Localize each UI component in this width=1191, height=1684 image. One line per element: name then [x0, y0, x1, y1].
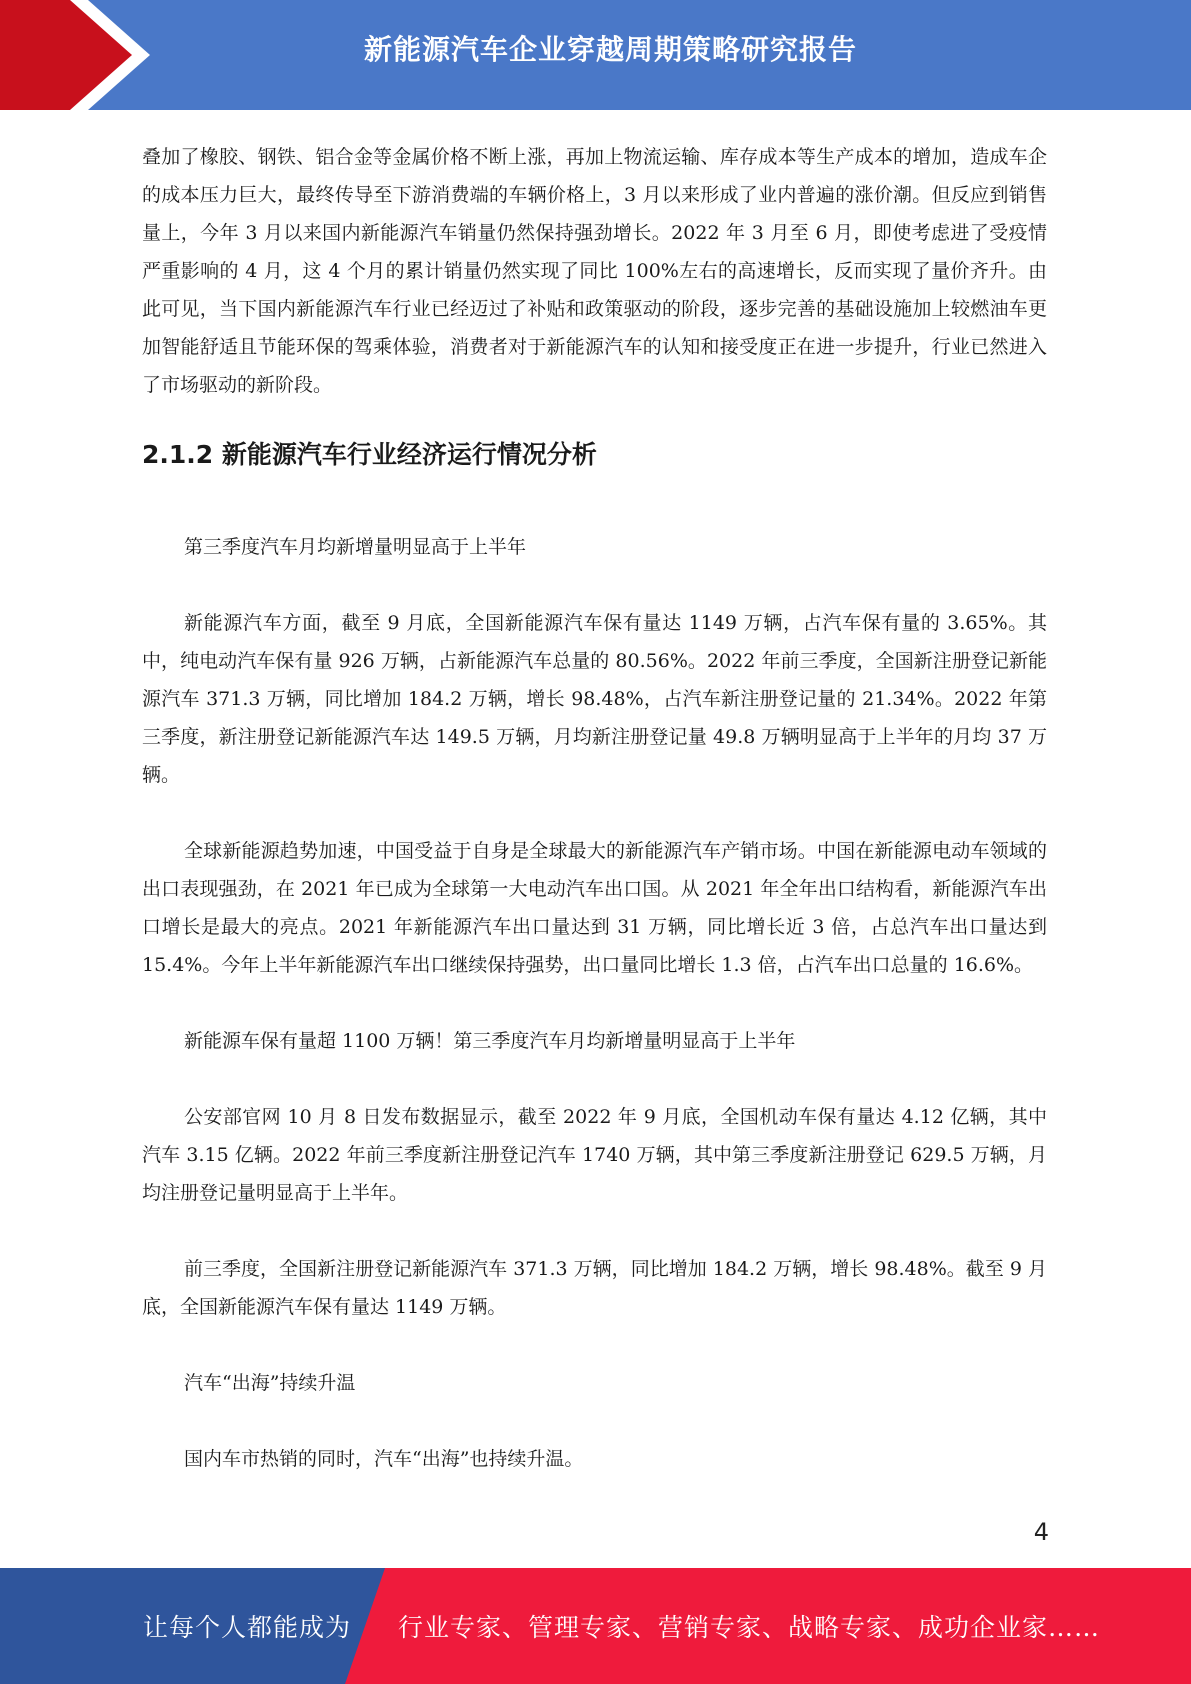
page-header — [0, 0, 1191, 110]
subheading-text: 第三季度汽车月均新增量明显高于上半年 — [184, 536, 527, 558]
subheading-text: 汽车“出海”持续升温 — [184, 1372, 356, 1394]
body-paragraph: 公安部官网 10 月 8 日发布数据显示，截至 2022 年 9 月底，全国机动车保有量达 4.12 亿辆，其中汽车 3.15 亿辆。2022 年前三季度新注册登记汽车 1740 万辆，其中第三季度新注册登记 629.5 万辆，月均注册登记量明显高于上半年。 — [142, 1106, 1047, 1204]
body-paragraph: 前三季度，全国新注册登记新能源汽车 371.3 万辆，同比增加 184.2 万辆，增长 98.48%。截至 9 月底，全国新能源汽车保有量达 1149 万辆。 — [142, 1258, 1047, 1318]
body-paragraph: 新能源汽车方面，截至 9 月底，全国新能源汽车保有量达 1149 万辆，占汽车保有量的 3.65%。其中，纯电动汽车保有量 926 万辆，占新能源汽车总量的 80.56%。2022 年前三季度，全国新注册登记新能源汽车 371.3 万辆，同比增加 184.2 万辆，增长 98.48%，占汽车新注册登记量的 21.34%。2022 年第三季度，新注册登记新能源汽车达 149.5 万辆，月均新注册登记量 49.8 万辆明显高于上半年的月均 37 万辆。 — [142, 612, 1047, 786]
page-number: 4 — [1033, 1518, 1049, 1546]
footer-slogan-left: 让每个人都能成为 — [143, 1613, 352, 1642]
body-paragraph: 全球新能源趋势加速，中国受益于自身是全球最大的新能源汽车产销市场。中国在新能源电动车领域的出口表现强劲，在 2021 年已成为全球第一大电动汽车出口国。从 2021 年全年出口结构看，新能源汽车出口增长是最大的亮点。2021 年新能源汽车出口量达到 31 万辆，同比增长近 3 倍，占总汽车出口量达到 15.4%。今年上半年新能源汽车出口继续保持强势，出口量同比增长 1.3 倍，占汽车出口总量的 16.6%。 — [142, 840, 1047, 976]
body-paragraph: 叠加了橡胶、钢铁、铝合金等金属价格不断上涨，再加上物流运输、库存成本等生产成本的增加，造成车企的成本压力巨大，最终传导至下游消费端的车辆价格上，3 月以来形成了业内普遍的涨价潮。但反应到销售量上，今年 3 月以来国内新能源汽车销量仍然保持强劲增长。2022 年 3 月至 6 月，即使考虑进了受疫情严重影响的 4 月，这 4 个月的累计销量仍然实现了同比 100%左右的高速增长，反而实现了量价齐升。由此可见，当下国内新能源汽车行业已经迈过了补贴和政策驱动的阶段，逐步完善的基础设施加上较燃油车更加智能舒适且节能环保的驾乘体验，消费者对于新能源汽车的认知和接受度正在进一步提升，行业已然进入了市场驱动的新阶段。 — [142, 146, 1047, 396]
page-footer — [0, 1568, 1191, 1684]
page-content — [142, 138, 1047, 1478]
body-paragraph: 国内车市热销的同时，汽车“出海”也持续升温。 — [184, 1448, 584, 1470]
subheading-text: 新能源车保有量超 1100 万辆！第三季度汽车月均新增量明显高于上半年 — [184, 1030, 796, 1052]
footer-slogan-right: 行业专家、管理专家、营销专家、战略专家、成功企业家…… — [398, 1613, 1101, 1642]
section-heading: 2.1.2 新能源汽车行业经济运行情况分析 — [142, 440, 597, 469]
header-title: 新能源汽车企业穿越周期策略研究报告 — [363, 33, 857, 66]
